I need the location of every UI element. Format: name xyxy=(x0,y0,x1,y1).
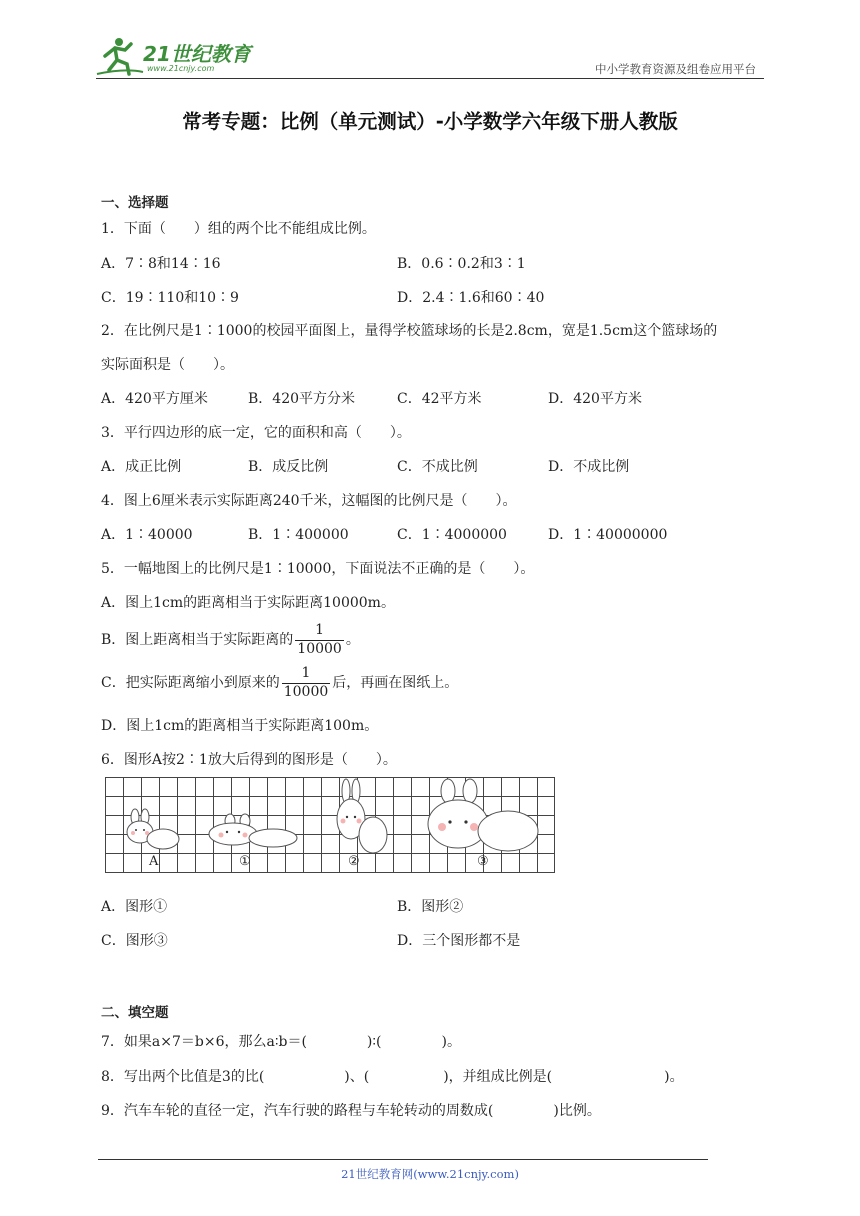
q3-option-a: A．成正比例 xyxy=(101,459,182,475)
q6-option-c: C．图形③ xyxy=(101,933,168,949)
q4-option-d: D．1∶40000000 xyxy=(548,527,668,543)
q4-option-b: B．1∶400000 xyxy=(248,527,349,543)
fraction xyxy=(295,622,344,658)
q5-option-c xyxy=(101,663,458,703)
q7-text-end: )。 xyxy=(441,1034,461,1050)
question-7 xyxy=(101,1031,461,1051)
q5-option-b xyxy=(101,620,360,660)
q5-option-c-text: C．把实际距离缩小到原来的 xyxy=(101,675,280,691)
page-title: 常考专题：比例（单元测试）-小学数学六年级下册人教版 xyxy=(182,110,678,133)
q6-option-b: B．图形② xyxy=(397,899,464,915)
q6-option-d: D．三个图形都不是 xyxy=(397,933,521,949)
q2-option-c: C．42平方米 xyxy=(397,391,482,407)
q2-option-d: D．420平方米 xyxy=(548,391,642,407)
q8-text-mid1: )、( xyxy=(344,1069,370,1085)
q6-option-a: A．图形① xyxy=(101,899,168,915)
q2-option-a: A．420平方厘米 xyxy=(101,391,208,407)
q5-option-a: A．图上1cm的距离相当于实际距离10000m。 xyxy=(101,595,395,611)
q4-option-c: C．1∶4000000 xyxy=(397,527,507,543)
q5-option-b-end: 。 xyxy=(345,632,360,648)
header-divider xyxy=(96,78,764,79)
section-fill-heading: 二、填空题 xyxy=(101,1005,169,1021)
q1-option-c: C．19∶110和10∶9 xyxy=(101,290,239,306)
q8-text-mid2: )，并组成比例是( xyxy=(443,1069,553,1085)
question-6-stem: 6．图形A按2∶1放大后得到的图形是（ ）。 xyxy=(101,752,397,768)
section-choice-heading: 一、选择题 xyxy=(101,195,169,211)
q1-option-b: B．0.6∶0.2和3∶1 xyxy=(397,256,526,272)
fraction-numerator: 1 xyxy=(295,622,344,641)
q9-text-end: )比例。 xyxy=(553,1103,601,1119)
q8-text-end: )。 xyxy=(664,1069,684,1085)
fraction xyxy=(282,665,331,701)
q8-text-start: 8．写出两个比值是3的比( xyxy=(101,1069,265,1085)
logo-text: 21世纪教育 xyxy=(143,42,251,66)
header-platform-text: 中小学教育资源及组卷应用平台 xyxy=(595,62,756,76)
question-8 xyxy=(101,1066,684,1086)
footer-divider xyxy=(98,1159,708,1160)
question-9 xyxy=(101,1100,601,1120)
question-5-stem: 5．一幅地图上的比例尺是1∶10000，下面说法不正确的是（ ）。 xyxy=(101,561,535,577)
q3-option-d: D．不成比例 xyxy=(548,459,630,475)
fraction-numerator: 1 xyxy=(282,665,331,684)
q9-text-start: 9．汽车车轮的直径一定，汽车行驶的路程与车轮转动的周数成( xyxy=(101,1103,494,1119)
logo xyxy=(95,34,265,78)
q3-option-c: C．不成比例 xyxy=(397,459,478,475)
q7-text-mid: )∶( xyxy=(366,1034,382,1050)
figure-label-1: ① xyxy=(239,854,251,869)
q1-option-d: D．2.4∶1.6和60∶40 xyxy=(397,290,545,306)
q1-option-a: A．7∶8和14∶16 xyxy=(101,256,221,272)
q5-option-d: D．图上1cm的距离相当于实际距离100m。 xyxy=(101,718,379,734)
figure-label-a: A xyxy=(149,854,159,869)
logo-url: www.21cnjy.com xyxy=(147,64,215,73)
fraction-denominator: 10000 xyxy=(283,683,329,700)
rabbit-grid-figure xyxy=(105,777,555,877)
rabbit-1-icon xyxy=(209,814,297,847)
question-4-stem: 4．图上6厘米表示实际距离240千米，这幅图的比例尺是（ ）。 xyxy=(101,493,517,509)
question-3-stem: 3．平行四边形的底一定，它的面积和高（ ）。 xyxy=(101,425,411,441)
question-2-line1: 2．在比例尺是1∶1000的校园平面图上，量得学校篮球场的长是2.8cm，宽是1.5cm这个篮球场的 xyxy=(101,323,718,339)
figure-label-2: ② xyxy=(348,854,360,869)
q2-option-b: B．420平方分米 xyxy=(248,391,356,407)
footer-link[interactable]: 21世纪教育网(www.21cnjy.com) xyxy=(341,1167,519,1181)
question-2-line2: 实际面积是（ ）。 xyxy=(101,357,234,373)
q3-option-b: B．成反比例 xyxy=(248,459,329,475)
q4-option-a: A．1∶40000 xyxy=(101,527,193,543)
q7-text-start: 7．如果a×7＝b×6，那么a∶b＝( xyxy=(101,1034,307,1050)
q5-option-b-text: B．图上距离相当于实际距离的 xyxy=(101,632,294,648)
fraction-denominator: 10000 xyxy=(297,640,342,657)
question-1-stem: 1．下面（ ）组的两个比不能组成比例。 xyxy=(101,221,376,237)
q5-option-c-end: 后，再画在图纸上。 xyxy=(332,675,459,691)
figure-label-3: ③ xyxy=(477,854,489,869)
